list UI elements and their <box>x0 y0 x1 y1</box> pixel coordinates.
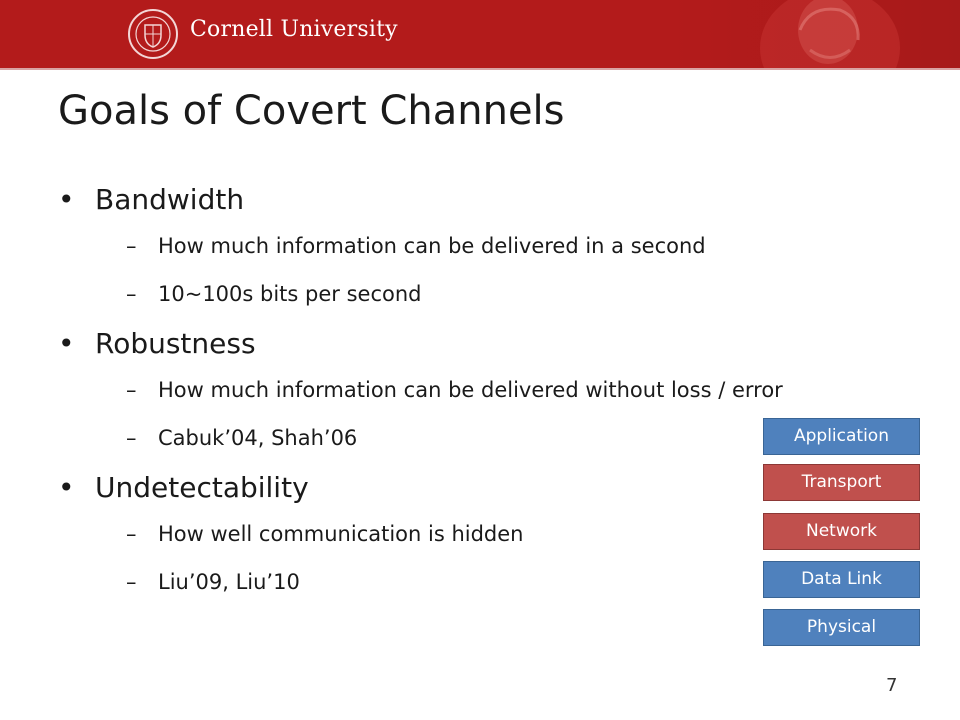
sub-bullet-item <box>126 234 706 258</box>
bullet-text: Undetectability <box>95 471 309 504</box>
sub-bullet-text: How much information can be delivered without loss / error <box>158 378 783 402</box>
sub-bullet-item <box>126 378 783 402</box>
bullet-item <box>58 183 244 216</box>
bullet-dot: • <box>58 471 75 504</box>
sub-bullet-dash: – <box>126 522 137 546</box>
header-rule <box>0 68 960 70</box>
bullet-item <box>58 471 309 504</box>
slide-title: Goals of Covert Channels <box>58 88 565 134</box>
layer-transport: Transport <box>763 464 920 501</box>
page-number: 7 <box>886 675 898 696</box>
layer-data-link: Data Link <box>763 561 920 598</box>
bullet-text: Bandwidth <box>95 183 245 216</box>
sub-bullet-dash: – <box>126 570 137 594</box>
bullet-dot: • <box>58 183 75 216</box>
layer-network: Network <box>763 513 920 550</box>
sub-bullet-dash: – <box>126 234 137 258</box>
header-band <box>0 0 960 68</box>
sub-bullet-dash: – <box>126 378 137 402</box>
layer-physical: Physical <box>763 609 920 646</box>
sub-bullet-item <box>126 570 300 594</box>
cornell-seal-icon <box>127 8 179 60</box>
layer-application: Application <box>763 418 920 455</box>
sub-bullet-item <box>126 282 421 306</box>
sub-bullet-text: Cabuk’04, Shah’06 <box>158 426 358 450</box>
sub-bullet-item <box>126 522 524 546</box>
sub-bullet-text: 10~100s bits per second <box>158 282 422 306</box>
sub-bullet-dash: – <box>126 282 137 306</box>
bullet-text: Robustness <box>95 327 256 360</box>
university-name: Cornell University <box>190 17 398 42</box>
sub-bullet-text: How much information can be delivered in a second <box>158 234 706 258</box>
sub-bullet-dash: – <box>126 426 137 450</box>
bullet-item <box>58 327 256 360</box>
sub-bullet-text: How well communication is hidden <box>158 522 524 546</box>
bullet-dot: • <box>58 327 75 360</box>
sub-bullet-item <box>126 426 357 450</box>
sub-bullet-text: Liu’09, Liu’10 <box>158 570 300 594</box>
ezra-cornell-portrait-icon <box>730 0 930 68</box>
